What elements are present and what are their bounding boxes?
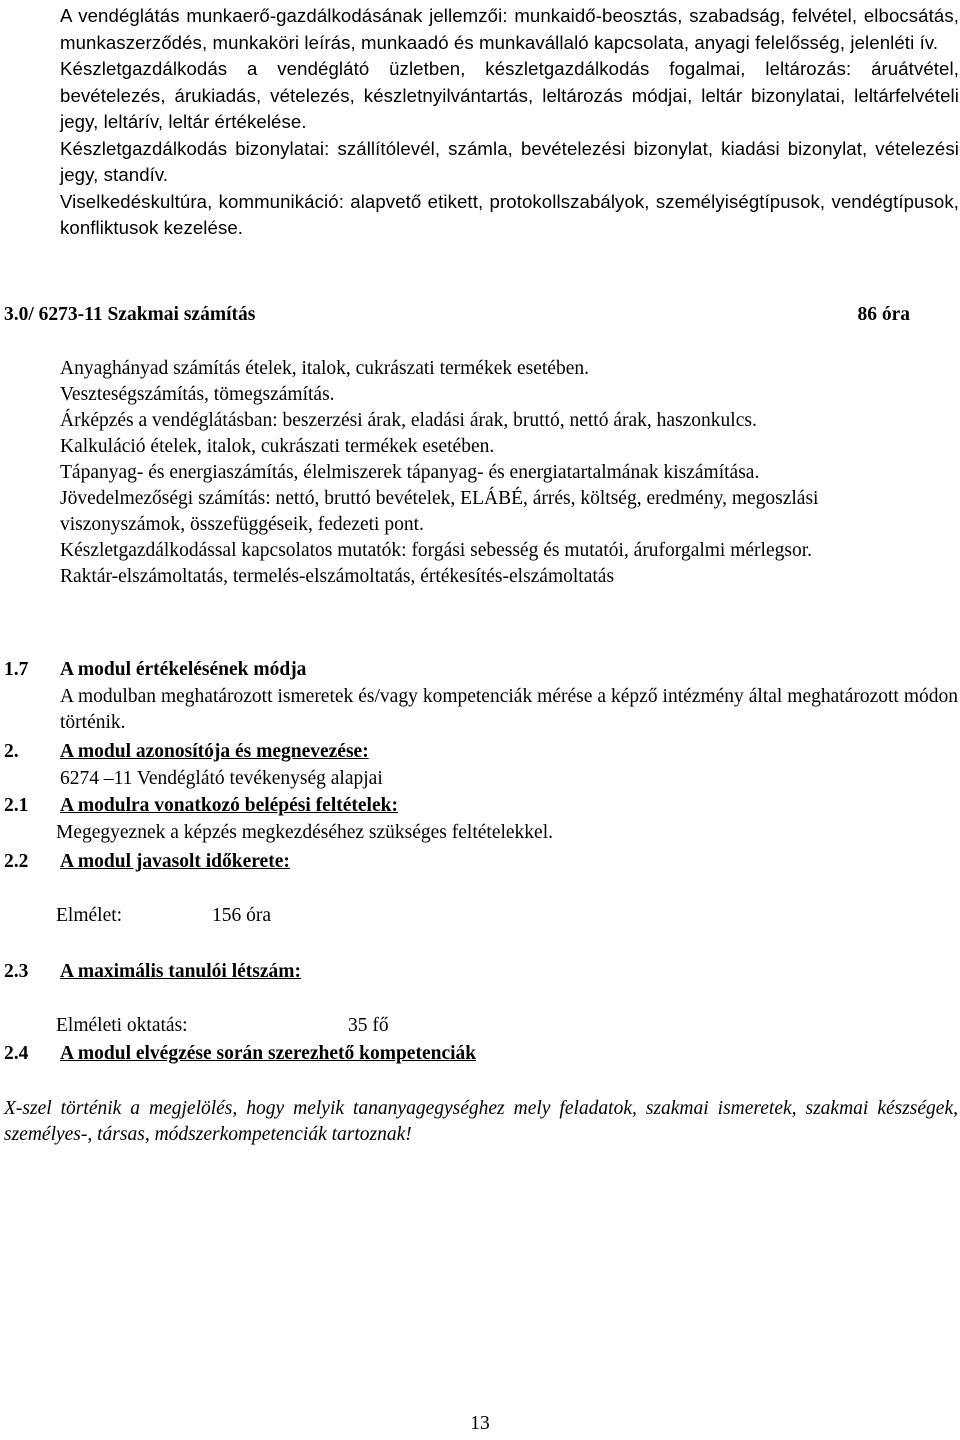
section-30-items [60,356,920,590]
section-22-value: 156 óra [212,905,272,926]
list-item: Készletgazdálkodással kapcsolatos mutatók: forgási sebesség és mutatói, áruforgalmi mérlegsor. [60,540,812,561]
section-17-number: 1.7 [4,659,29,680]
paragraph-behavior-culture: Viselkedéskultúra, kommunikáció: alapvető etikett, protokollszabályok, személyiségtípusok, vendégtípusok, konfliktusok kezelése. [60,190,959,238]
list-item: Kalkuláció ételek, italok, cukrászati termékek esetében. [60,436,495,457]
top-text-block [60,3,959,242]
section-22-title: A modul javasolt időkerete: [60,851,290,872]
section-23-number: 2.3 [4,961,29,982]
section-23-title: A maximális tanulói létszám: [60,961,302,982]
section-21-number: 2.1 [4,795,29,816]
section-24-number: 2.4 [4,1043,29,1064]
section-22-number: 2.2 [4,851,29,872]
paragraph-inventory-documents: Készletgazdálkodás bizonylatai: szállítólevél, számla, bevételezési bizonylat, kiadási bizonylat, vételezési jegy, standív. [60,137,959,185]
section-17-title: A modul értékelésének módja [60,659,307,680]
paragraph-inventory: Készletgazdálkodás a vendéglátó üzletben, készletgazdálkodás fogalmai, leltározás: áruátvétel, bevételezés, árukiadás, vételezés, készletnyilvántartás, leltározás módjai, leltár bizonylatai, leltárfelvételi jegy, leltárív, leltár értékelése. [60,58,959,132]
section-17-text: A modulban meghatározott ismeretek és/vagy kompetenciák mérése a képző intézmény által meghatározott módon történik. [60,686,958,733]
list-item: Jövedelmezőségi számítás: nettó, bruttó bevételek, ELÁBÉ, árrés, költség, eredmény, megoszlási viszonyszámok, összefüggéseik, fedezeti pont. [60,488,819,535]
section-23-value: 35 fő [348,1015,389,1036]
list-item: Tápanyag- és energiaszámítás, élelmiszerek tápanyag- és energiatartalmának kiszámítása. [60,462,760,483]
section-30-hours: 86 óra [857,304,910,325]
paragraph-workforce: A vendéglátás munkaerő-gazdálkodásának jellemzői: munkaidő-beosztás, szabadság, felvétel, elbocsátás, munkaszerződés, munkaköri leírás, munkaadó és munkavállaló kapcsolata, anyagi felelősség, jelenléti ív. [60,5,959,53]
page-number: 13 [470,1413,490,1434]
section-21-title: A modulra vonatkozó belépési feltételek: [60,795,398,816]
list-item: Árképzés a vendéglátásban: beszerzési árak, eladási árak, bruttó, nettó árak, haszonkulcs. [60,410,757,431]
competency-note: X-szel történik a megjelölés, hogy melyik tananyagegységhez mely feladatok, szakmai ismeretek, szakmai készségek, személyes-, társas, módszerkompetenciák tartoznak! [4,1098,958,1145]
section-2-text: 6274 –11 Vendéglátó tevékenység alapjai [60,768,383,789]
list-item: Veszteségszámítás, tömegszámítás. [60,384,335,405]
section-2-number: 2. [4,741,19,762]
list-item: Raktár-elszámoltatás, termelés-elszámoltatás, értékesítés-elszámoltatás [60,566,615,587]
section-30-title: 3.0/ 6273-11 Szakmai számítás [4,304,256,325]
section-22-label: Elmélet: [56,905,123,926]
section-30-heading [4,302,910,328]
section-24-title: A modul elvégzése során szerezhető kompetenciák [60,1043,477,1064]
section-21-text: Megegyeznek a képzés megkezdéséhez szükséges feltételekkel. [56,822,554,843]
section-23-label: Elméleti oktatás: [56,1015,188,1036]
list-item: Anyaghányad számítás ételek, italok, cukrászati termékek esetében. [60,358,589,379]
section-2-title: A modul azonosítója és megnevezése: [60,741,369,762]
